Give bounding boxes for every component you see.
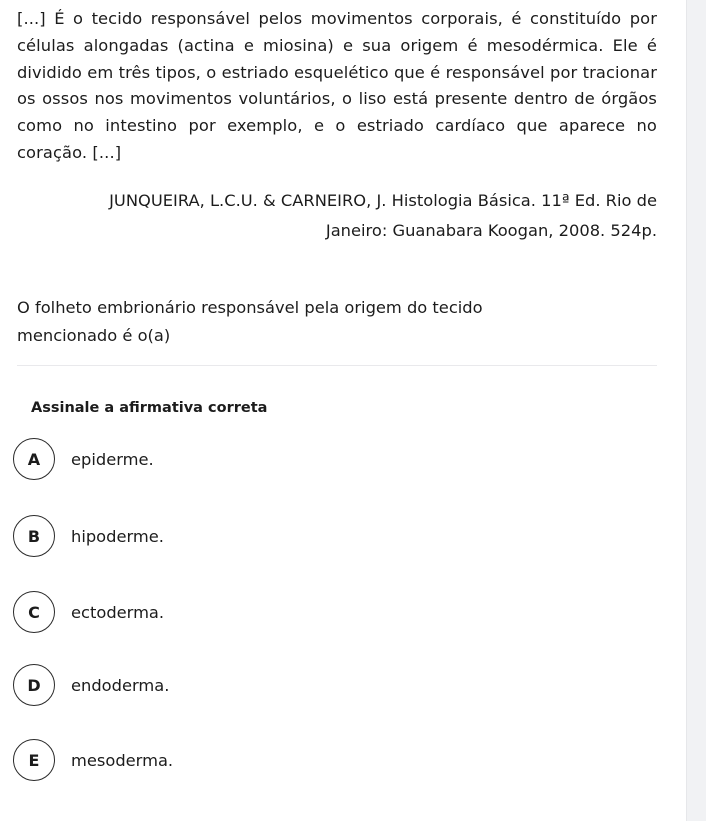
option-b[interactable] [13, 514, 413, 558]
question-content [17, 6, 657, 418]
option-c[interactable] [13, 590, 413, 634]
option-text-e[interactable]: mesoderma. [71, 750, 174, 770]
option-d[interactable] [13, 663, 413, 707]
option-letter-a[interactable]: A [13, 438, 55, 480]
passage-text: [...] É o tecido responsável pelos movimentos corporais, é constituído por células alongadas (actina e miosina) e sua origem é mesodérmica. Ele é dividido em três tipos, o estriado esquelético que é responsável por tracionar os ossos nos movimentos voluntários, o liso está presente dentro de órgãos como no intestino por exemplo, e o estriado cardíaco que aparece no coração. [...] [17, 9, 657, 162]
option-letter-e[interactable]: E [13, 739, 55, 781]
option-a[interactable] [13, 437, 413, 481]
divider [17, 365, 657, 366]
citation-line-2: Janeiro: Guanabara Koogan, 2008. 524p. [325, 220, 657, 240]
option-letter-b[interactable]: B [13, 515, 55, 557]
instruction-text: Assinale a afirmativa correta [31, 399, 268, 416]
citation-line-1: JUNQUEIRA, L.C.U. & CARNEIRO, J. Histologia Básica. 11ª Ed. Rio de [109, 190, 657, 210]
citation [17, 186, 657, 246]
option-text-a[interactable]: epiderme. [71, 449, 154, 469]
question-text: O folheto embrionário responsável pela origem do tecido mencionado é o(a) [17, 297, 483, 345]
option-text-d[interactable]: endoderma. [71, 675, 170, 695]
option-text-b[interactable]: hipoderme. [71, 526, 164, 546]
scrollbar-track[interactable] [686, 0, 706, 821]
option-letter-d[interactable]: D [13, 664, 55, 706]
option-letter-c[interactable]: C [13, 591, 55, 633]
option-e[interactable] [13, 738, 413, 782]
option-text-c[interactable]: ectoderma. [71, 602, 165, 622]
